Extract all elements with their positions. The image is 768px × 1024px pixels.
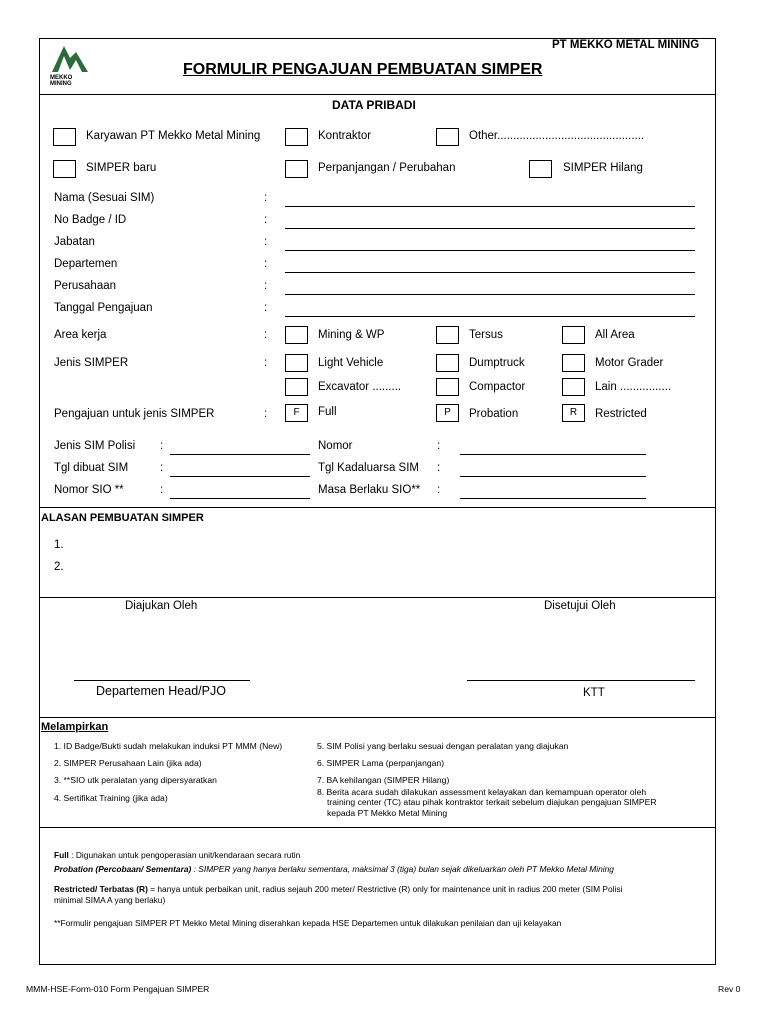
note-term: Full bbox=[54, 850, 69, 860]
jenis-label: Jenis SIMPER bbox=[54, 357, 129, 369]
colon: : bbox=[264, 357, 268, 369]
note-text: : SIMPER yang hanya berlaku sementara, maksimal 3 (tiga) bulan sejak dikeluarkan oleh PT Mekko Metal Mining bbox=[191, 864, 614, 874]
input-line-departemen[interactable] bbox=[285, 272, 695, 273]
option-label: Karyawan PT Mekko Metal Mining bbox=[86, 130, 261, 142]
checkbox-excavator[interactable] bbox=[285, 378, 308, 396]
approved-by-label: Disetujui Oleh bbox=[544, 600, 616, 612]
input-line-jenis-sim[interactable] bbox=[170, 454, 310, 455]
colon: : bbox=[437, 462, 441, 474]
option-label: Restricted bbox=[595, 408, 647, 420]
attachment-item: 3. **SIO utk peralatan yang dipersyaratkan bbox=[54, 775, 217, 785]
form-code: MMM-HSE-Form-010 Form Pengajuan SIMPER bbox=[26, 984, 210, 994]
colon: : bbox=[264, 302, 268, 314]
area-label: Area kerja bbox=[54, 329, 107, 341]
reason-item-1[interactable]: 1. bbox=[54, 539, 64, 551]
checkbox-tersus[interactable] bbox=[436, 326, 459, 344]
checkbox-full[interactable]: F bbox=[285, 404, 308, 422]
colon: : bbox=[264, 192, 268, 204]
input-line-kadaluarsa[interactable] bbox=[460, 476, 646, 477]
option-label: Perpanjangan / Perubahan bbox=[318, 162, 456, 174]
checkbox-lain[interactable] bbox=[562, 378, 585, 396]
option-label: Compactor bbox=[469, 381, 526, 393]
field-label-badge: No Badge / ID bbox=[54, 214, 127, 226]
option-label: Lain ................ bbox=[595, 381, 672, 393]
input-line-nomor[interactable] bbox=[460, 454, 646, 455]
section-title-reason: ALASAN PEMBUATAN SIMPER bbox=[41, 512, 204, 524]
checkbox-dumptruck[interactable] bbox=[436, 354, 459, 372]
sim-label-jenis: Jenis SIM Polisi bbox=[54, 440, 136, 452]
checkbox-motor-grader[interactable] bbox=[562, 354, 585, 372]
attachment-item: 2. SIMPER Perusahaan Lain (jika ada) bbox=[54, 758, 202, 768]
field-label-tanggal: Tanggal Pengajuan bbox=[54, 302, 153, 314]
option-label: Motor Grader bbox=[595, 357, 664, 369]
sim-label-masa-berlaku: Masa Berlaku SIO** bbox=[318, 484, 421, 496]
option-label: Mining & WP bbox=[318, 329, 385, 341]
option-label: Full bbox=[318, 406, 337, 418]
sim-label-kadaluarsa: Tgl Kadaluarsa SIM bbox=[318, 462, 419, 474]
company-name: PT MEKKO METAL MINING bbox=[552, 39, 700, 51]
option-label: Kontraktor bbox=[318, 130, 372, 142]
colon: : bbox=[160, 462, 164, 474]
revision: Rev 0 bbox=[718, 984, 741, 994]
checkbox-karyawan[interactable] bbox=[53, 128, 76, 146]
signature-line-approver[interactable] bbox=[467, 680, 695, 681]
input-line-tanggal[interactable] bbox=[285, 316, 695, 317]
attachment-item: 8. Berita acara sudah dilakukan assessment kelayakan dan kemampuan operator oleh bbox=[317, 787, 647, 797]
divider bbox=[39, 717, 716, 718]
input-line-jabatan[interactable] bbox=[285, 250, 695, 251]
approver-role: KTT bbox=[583, 687, 605, 699]
note-restricted bbox=[54, 884, 622, 894]
option-label: Probation bbox=[469, 408, 519, 420]
colon: : bbox=[264, 408, 268, 420]
attachment-item: 7. BA kehilangan (SIMPER Hilang) bbox=[317, 775, 450, 785]
attachment-item: 5. SIM Polisi yang berlaku sesuai dengan peralatan yang diajukan bbox=[317, 741, 569, 751]
option-label: Other.............................................. bbox=[469, 130, 645, 142]
checkbox-other[interactable] bbox=[436, 128, 459, 146]
section-title-attachments: Melampirkan bbox=[41, 721, 109, 733]
colon: : bbox=[264, 236, 268, 248]
option-label: All Area bbox=[595, 329, 635, 341]
checkbox-simper-hilang[interactable] bbox=[529, 160, 552, 178]
attachment-item: 4. Sertifikat Training (jika ada) bbox=[54, 793, 168, 803]
option-label: SIMPER Hilang bbox=[563, 162, 643, 174]
option-label: Dumptruck bbox=[469, 357, 525, 369]
field-label-perusahaan: Perusahaan bbox=[54, 280, 117, 292]
note-restricted-continued: minimal SIMA A yang berlaku) bbox=[54, 895, 166, 905]
note-term: Probation (Percobaan/ Sementara) bbox=[54, 864, 192, 874]
input-line-badge[interactable] bbox=[285, 228, 695, 229]
input-line-tgl-dibuat[interactable] bbox=[170, 476, 310, 477]
checkbox-light-vehicle[interactable] bbox=[285, 354, 308, 372]
note-term: Restricted/ Terbatas (R) bbox=[54, 884, 148, 894]
checkbox-simper-baru[interactable] bbox=[53, 160, 76, 178]
note-probation bbox=[54, 864, 614, 874]
sim-label-sio: Nomor SIO ** bbox=[54, 484, 124, 496]
sim-label-nomor: Nomor bbox=[318, 440, 353, 452]
option-label: Excavator ......... bbox=[318, 381, 402, 393]
colon: : bbox=[264, 214, 268, 226]
form-title: FORMULIR PENGAJUAN PEMBUATAN SIMPER bbox=[183, 61, 543, 78]
input-line-nama[interactable] bbox=[285, 206, 695, 207]
reason-item-2[interactable]: 2. bbox=[54, 561, 64, 573]
attachment-item: 6. SIMPER Lama (perpanjangan) bbox=[317, 758, 445, 768]
colon: : bbox=[160, 484, 164, 496]
colon: : bbox=[437, 440, 441, 452]
option-label: Light Vehicle bbox=[318, 357, 384, 369]
option-label: Tersus bbox=[469, 329, 503, 341]
form-frame bbox=[39, 38, 716, 965]
divider bbox=[39, 94, 716, 95]
pengajuan-label: Pengajuan untuk jenis SIMPER bbox=[54, 408, 215, 420]
logo-text: MEKKO MINING bbox=[50, 75, 73, 87]
colon: : bbox=[264, 258, 268, 270]
checkbox-compactor[interactable] bbox=[436, 378, 459, 396]
checkbox-probation[interactable]: P bbox=[436, 404, 459, 422]
checkbox-restricted[interactable]: R bbox=[562, 404, 585, 422]
colon: : bbox=[264, 280, 268, 292]
note-text: : Digunakan untuk pengoperasian unit/kendaraan secara rutin bbox=[68, 850, 301, 860]
sim-label-tgl-dibuat: Tgl dibuat SIM bbox=[54, 462, 129, 474]
checkbox-all-area[interactable] bbox=[562, 326, 585, 344]
field-label-departemen: Departemen bbox=[54, 258, 118, 270]
divider bbox=[39, 507, 716, 508]
checkbox-perpanjangan[interactable] bbox=[285, 160, 308, 178]
input-line-perusahaan[interactable] bbox=[285, 294, 695, 295]
colon: : bbox=[437, 484, 441, 496]
attachment-item-continued: kepada PT Mekko Metal Mining bbox=[327, 808, 448, 818]
colon: : bbox=[264, 329, 268, 341]
signature-line-submitter[interactable] bbox=[74, 680, 250, 681]
submitter-role: Departemen Head/PJO bbox=[96, 684, 226, 698]
field-label-nama: Nama (Sesuai SIM) bbox=[54, 192, 155, 204]
mekko-logo-icon bbox=[50, 44, 90, 74]
option-label: SIMPER baru bbox=[86, 162, 157, 174]
attachment-item-continued: training center (TC) atau pihak kontraktor terkait sebelum diajukan pengajuan SIMPER bbox=[327, 797, 657, 807]
divider bbox=[39, 827, 716, 828]
colon: : bbox=[160, 440, 164, 452]
section-title-personal: DATA PRIBADI bbox=[332, 98, 416, 112]
field-label-jabatan: Jabatan bbox=[54, 236, 95, 248]
checkbox-mining-wp[interactable] bbox=[285, 326, 308, 344]
divider bbox=[39, 597, 716, 598]
input-line-masa-berlaku[interactable] bbox=[460, 498, 646, 499]
note-full bbox=[54, 850, 300, 860]
checkbox-kontraktor[interactable] bbox=[285, 128, 308, 146]
submitted-by-label: Diajukan Oleh bbox=[125, 600, 198, 612]
attachment-item: 1. ID Badge/Bukti sudah melakukan induksi PT MMM (New) bbox=[54, 741, 283, 751]
note-text: = hanya untuk perbaikan unit, radius sejauh 200 meter/ Restrictive (R) only for maintenance unit in radius 200 meter (SIM Polisi bbox=[147, 884, 623, 894]
note-footnote: **Formulir pengajuan SIMPER PT Mekko Metal Mining diserahkan kepada HSE Departemen untuk dilakukan penilaian dan uji kelayakan bbox=[54, 918, 562, 928]
input-line-sio[interactable] bbox=[170, 498, 310, 499]
